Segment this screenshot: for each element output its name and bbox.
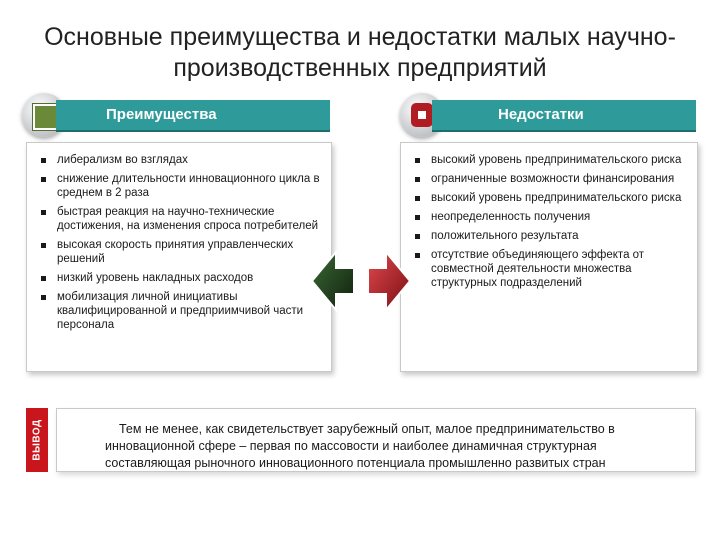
list-item: высокий уровень предпринимательского риска [413, 191, 689, 205]
list-item: быстрая реакция на научно-технические достижения, на изменения спроса потребителей [39, 205, 323, 233]
page-title: Основные преимущества и недостатки малых научно-производственных предприятий [44, 23, 676, 82]
list-item: высокий уровень предпринимательского риска [413, 153, 689, 167]
summary-tag-label: ВЫВОД [31, 419, 43, 461]
list-item: мобилизация личной инициативы квалифицированной и предприимчивой части персонала [39, 290, 323, 332]
list-item: ограниченные возможности финансирования [413, 172, 689, 186]
list-item: либерализм во взглядах [39, 153, 323, 167]
advantages-list [27, 143, 331, 332]
summary-text: Тем не менее, как свидетельствует зарубежный опыт, малое предпринимательство в инновационной сфере – первая по массовости и наиболее динамичная структурная составляющая рыночного инновационного потенциала промышленно развитых стран [105, 422, 615, 470]
list-item: неопределенность получения [413, 210, 689, 224]
disadvantages-list [401, 143, 697, 290]
arrow-left-icon [310, 248, 356, 314]
list-item: отсутствие объединяющего эффекта от совместной деятельности множества структурных подразделений [413, 248, 689, 290]
disadvantages-header-label: Недостатки [498, 106, 584, 123]
advantages-panel [26, 142, 332, 372]
list-item: низкий уровень накладных расходов [39, 271, 323, 285]
list-item: снижение длительности инновационного цикла в среднем в 2 раза [39, 172, 323, 200]
list-item: положительного результата [413, 229, 689, 243]
disadvantages-header [432, 100, 696, 130]
disadvantages-panel [400, 142, 698, 372]
summary-tag [26, 408, 48, 472]
advantages-header [56, 100, 330, 130]
advantages-header-label: Преимущества [106, 106, 217, 123]
summary-box [56, 408, 696, 472]
list-item: высокая скорость принятия управленческих решений [39, 238, 323, 266]
arrow-right-icon [366, 248, 412, 314]
